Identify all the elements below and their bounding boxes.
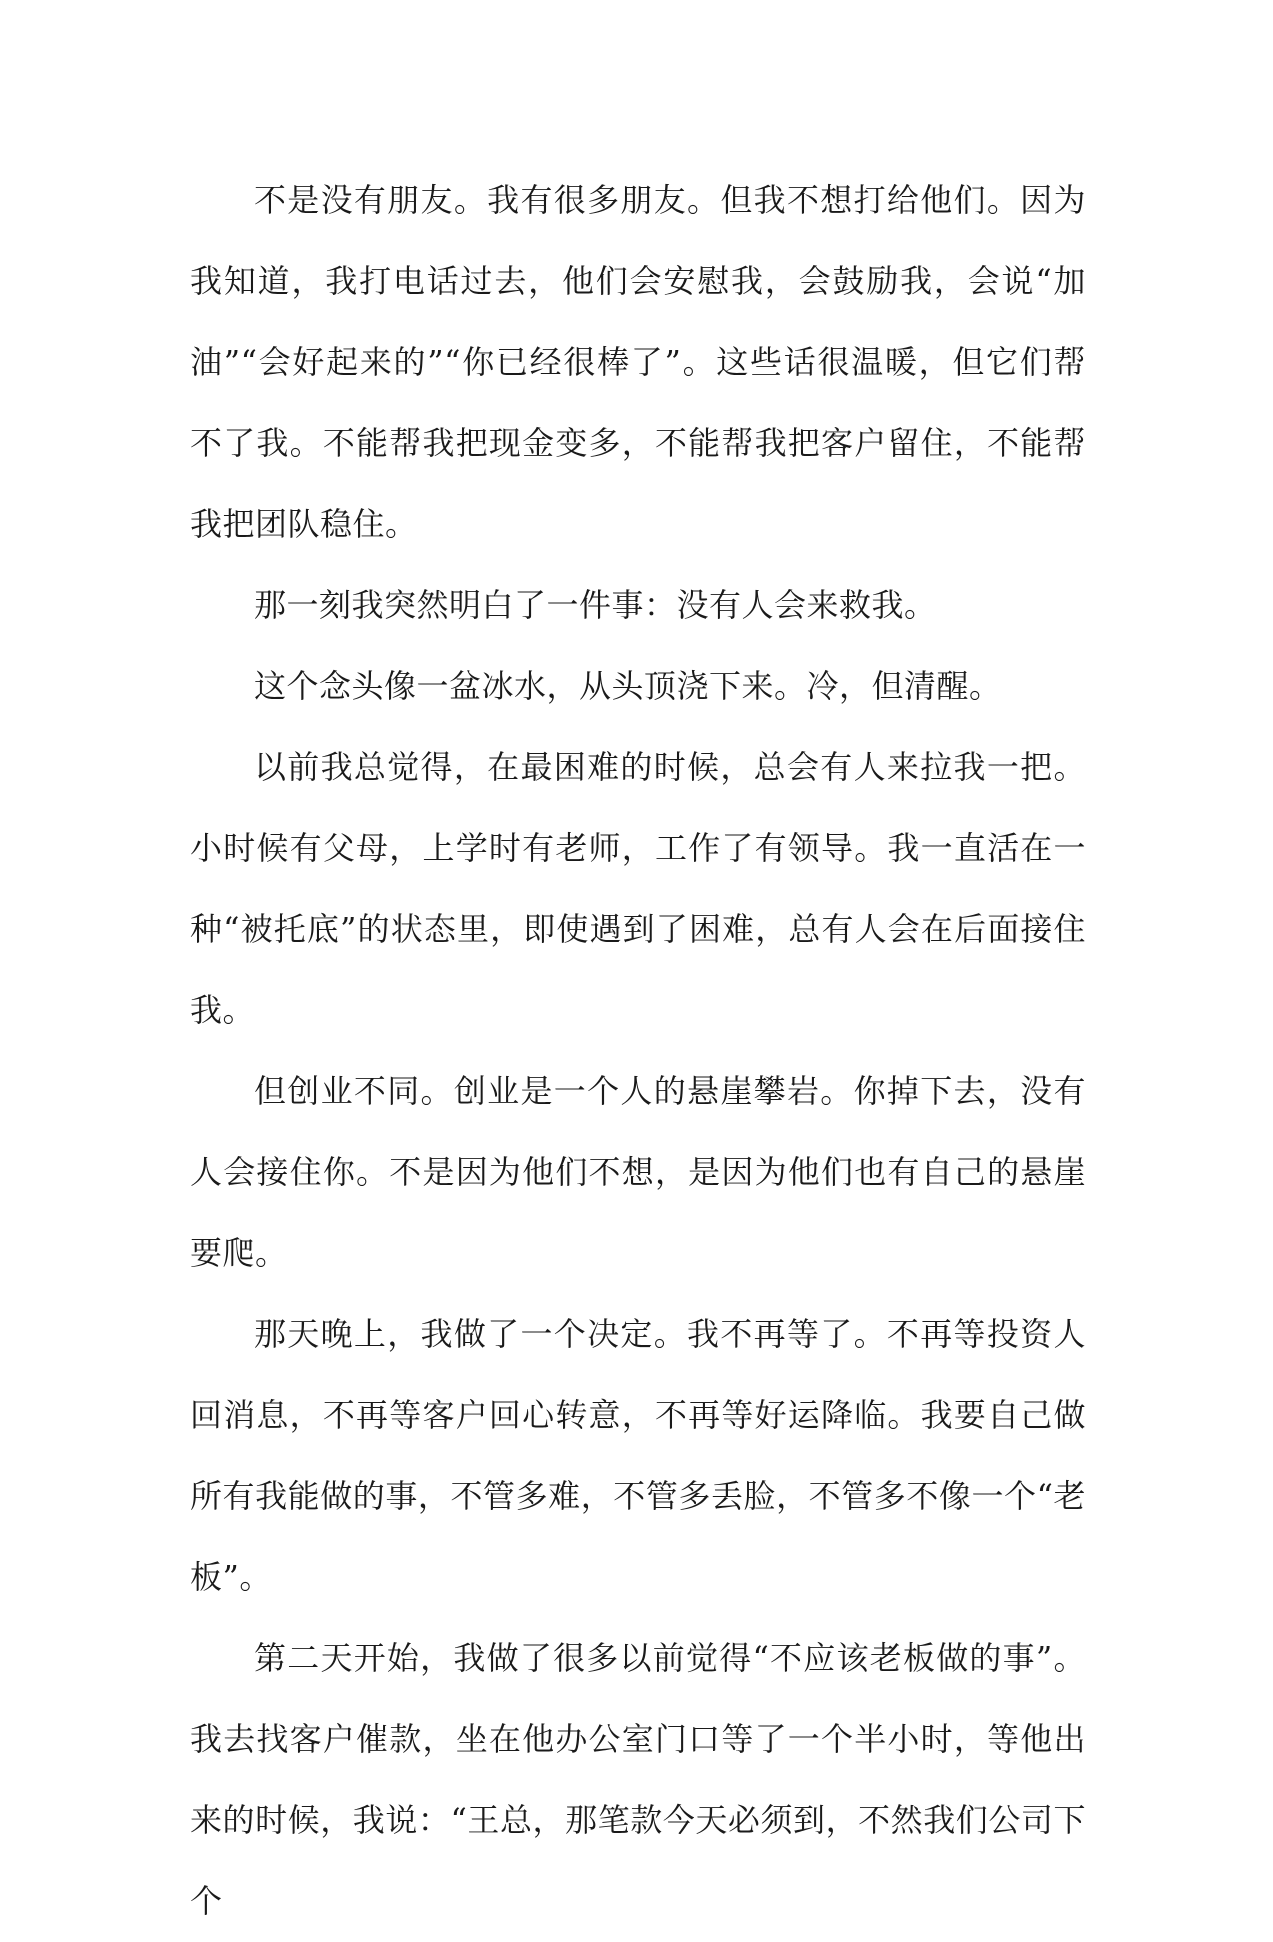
- paragraph: 那一刻我突然明白了一件事：没有人会来救我。: [254, 586, 937, 624]
- paragraph: 这个念头像一盆冰水，从头顶浇下来。冷，但清醒。: [254, 667, 1002, 705]
- paragraph: 但创业不同。创业是一个人的悬崖攀岩。你掉下去，没有人会接住你。不是因为他们不想，是因为他们也有自己的悬崖要爬。: [190, 1072, 1086, 1272]
- paragraph: 以前我总觉得，在最困难的时候，总会有人来拉我一把。小时候有父母，上学时有老师，工作了有领导。我一直活在一种“被托底”的状态里，即使遇到了困难，总有人会在后面接住我。: [190, 748, 1086, 1029]
- paragraph: 第二天开始，我做了很多以前觉得“不应该老板做的事”。我去找客户催款，坐在他办公室门口等了一个半小时，等他出来的时候，我说：“王总，那笔款今天必须到，不然我们公司下个: [190, 1639, 1086, 1920]
- paragraph: 不是没有朋友。我有很多朋友。但我不想打给他们。因为我知道，我打电话过去，他们会安慰我，会鼓励我，会说“加油”“会好起来的”“你已经很棒了”。这些话很温暖，但它们帮不了我。不能帮我把现金变多，不能帮我把客户留住，不能帮我把团队稳住。: [190, 181, 1086, 543]
- paragraph: 那天晚上，我做了一个决定。我不再等了。不再等投资人回消息，不再等客户回心转意，不再等好运降临。我要自己做所有我能做的事，不管多难，不管多丢脸，不管多不像一个“老板”。: [190, 1315, 1086, 1596]
- body-text: [190, 160, 1086, 1942]
